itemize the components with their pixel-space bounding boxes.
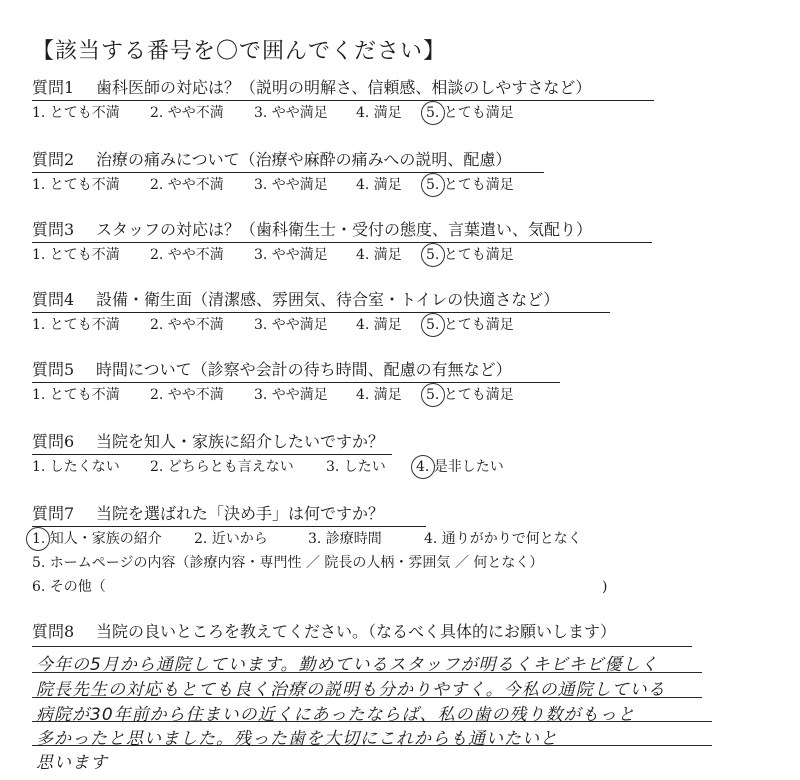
q7-option-4[interactable]: 4. 通りがかりで何となく [424,531,582,547]
question-6-underline [32,454,392,455]
question-6 [32,432,672,480]
q6-option-4[interactable]: 4. 是非したい [416,459,504,475]
q7-option-3[interactable]: 3. 診療時間 [308,531,382,547]
question-3-underline [32,242,652,243]
question-8 [32,622,732,644]
question-1-text: 歯科医師の対応は？（説明の明解さ、信頼感、相談のしやすさなど） [96,78,592,97]
question-3-text: スタッフの対応は？（歯科衛生士・受付の態度、言葉遣い、気配り） [96,220,593,239]
q1-option-5[interactable]: 5. とても満足 [426,105,514,121]
q3-option-2[interactable]: 2. やや不満 [150,247,224,263]
question-4-options [32,316,672,338]
q1-option-4[interactable]: 4. 満足 [356,105,402,121]
q3-option-1[interactable]: 1. とても不満 [32,247,120,263]
question-4-header [32,290,672,312]
question-8-header [32,622,732,644]
q4-option-2[interactable]: 2. やや不満 [150,317,224,333]
question-1-number: 質問1 [32,78,75,97]
question-4-underline [32,312,610,313]
q7-option-1[interactable]: 1. 知人・家族の紹介 [32,531,162,547]
q6-option-1[interactable]: 1. したくない [32,459,120,475]
question-7-options-row-1 [32,530,672,552]
q2-option-1[interactable]: 1. とても不満 [32,177,120,193]
question-6-options [32,458,672,480]
question-7-text: 当院を選ばれた「決め手」は何ですか？ [96,504,385,523]
q4-option-4[interactable]: 4. 満足 [356,317,402,333]
question-2-number: 質問2 [32,150,75,169]
q1-option-2[interactable]: 2. やや不満 [150,105,224,121]
handwritten-answer-line-5: 思います [36,753,108,773]
q3-option-5[interactable]: 5. とても満足 [426,247,514,263]
question-5-number: 質問5 [32,360,75,379]
q2-option-2[interactable]: 2. やや不満 [150,177,224,193]
question-7-number: 質問7 [32,504,75,523]
handwritten-answer-line-1: 今年の5月から通院しています。勤めているスタッフが明るくキビキビ優しく [36,655,659,675]
q6-option-2[interactable]: 2. どちらとも言えない [150,459,294,475]
q4-option-3[interactable]: 3. やや満足 [254,317,328,333]
question-4-text: 設備・衛生面（清潔感、雰囲気、待合室・トイレの快適さなど） [96,290,560,309]
question-5-underline [32,382,560,383]
handwritten-answer-line-2: 院長先生の対応もとても良く治療の説明も分かりやすく。今私の通院している [36,680,666,700]
q3-option-3[interactable]: 3. やや満足 [254,247,328,263]
q4-option-5[interactable]: 5. とても満足 [426,317,514,333]
q7-option-2[interactable]: 2. 近いから [194,531,268,547]
question-2 [32,150,672,198]
question-6-number: 質問6 [32,432,75,451]
q7-option-6[interactable]: 6. その他（ [32,579,106,595]
question-1 [32,78,672,126]
question-7-underline [32,526,426,527]
q5-option-3[interactable]: 3. やや満足 [254,387,328,403]
q5-option-4[interactable]: 4. 満足 [356,387,402,403]
question-1-underline [32,100,654,101]
question-2-text: 治療の痛みについて（治療や麻酔の痛みへの説明、配慮） [96,150,512,169]
q7-option-6-close: ) [602,579,608,595]
question-1-header [32,78,672,100]
q3-option-4[interactable]: 4. 満足 [356,247,402,263]
q5-option-5[interactable]: 5. とても満足 [426,387,514,403]
question-5-options [32,386,672,408]
question-3-number: 質問3 [32,220,75,239]
question-6-header [32,432,672,454]
q4-option-1[interactable]: 1. とても不満 [32,317,120,333]
question-8-number: 質問8 [32,622,75,641]
question-7-options-row-3 [32,578,672,600]
question-8-text: 当院の良いところを教えてください。（なるべく具体的にお願いします） [96,622,617,641]
question-3-options [32,246,672,268]
q1-option-3[interactable]: 3. やや満足 [254,105,328,121]
answer-line-1 [32,646,692,647]
question-5 [32,360,672,408]
q6-option-3[interactable]: 3. したい [326,459,386,475]
question-5-header [32,360,672,382]
q2-option-4[interactable]: 4. 満足 [356,177,402,193]
question-7-options-row-2 [32,554,672,576]
q5-option-1[interactable]: 1. とても不満 [32,387,120,403]
q7-option-5[interactable]: 5. ホームページの内容（診療内容・専門性 ／ 院長の人柄・雰囲気 ／ 何となく） [32,555,544,571]
page-title: 【該当する番号を〇で囲んでください】 [32,39,447,64]
q2-option-5[interactable]: 5. とても満足 [426,177,514,193]
question-4-number: 質問4 [32,290,75,309]
q1-option-1[interactable]: 1. とても不満 [32,105,120,121]
handwritten-answer-line-3: 病院が30年前から住まいの近くにあったならば、私の歯の残り数がもっと [36,705,636,725]
question-1-options [32,104,672,126]
question-3 [32,220,672,268]
question-6-text: 当院を知人・家族に紹介したいですか？ [96,432,385,451]
question-2-header [32,150,672,172]
q5-option-2[interactable]: 2. やや不満 [150,387,224,403]
question-4 [32,290,672,338]
question-3-header [32,220,672,242]
question-7-header [32,504,672,526]
question-2-options [32,176,672,198]
question-2-underline [32,172,544,173]
handwritten-answer-line-4: 多かったと思いました。残った歯を大切にこれからも通いたいと [36,729,558,749]
question-5-text: 時間について（診察や会計の待ち時間、配慮の有無など） [96,360,512,379]
question-7 [32,504,672,600]
q2-option-3[interactable]: 3. やや満足 [254,177,328,193]
